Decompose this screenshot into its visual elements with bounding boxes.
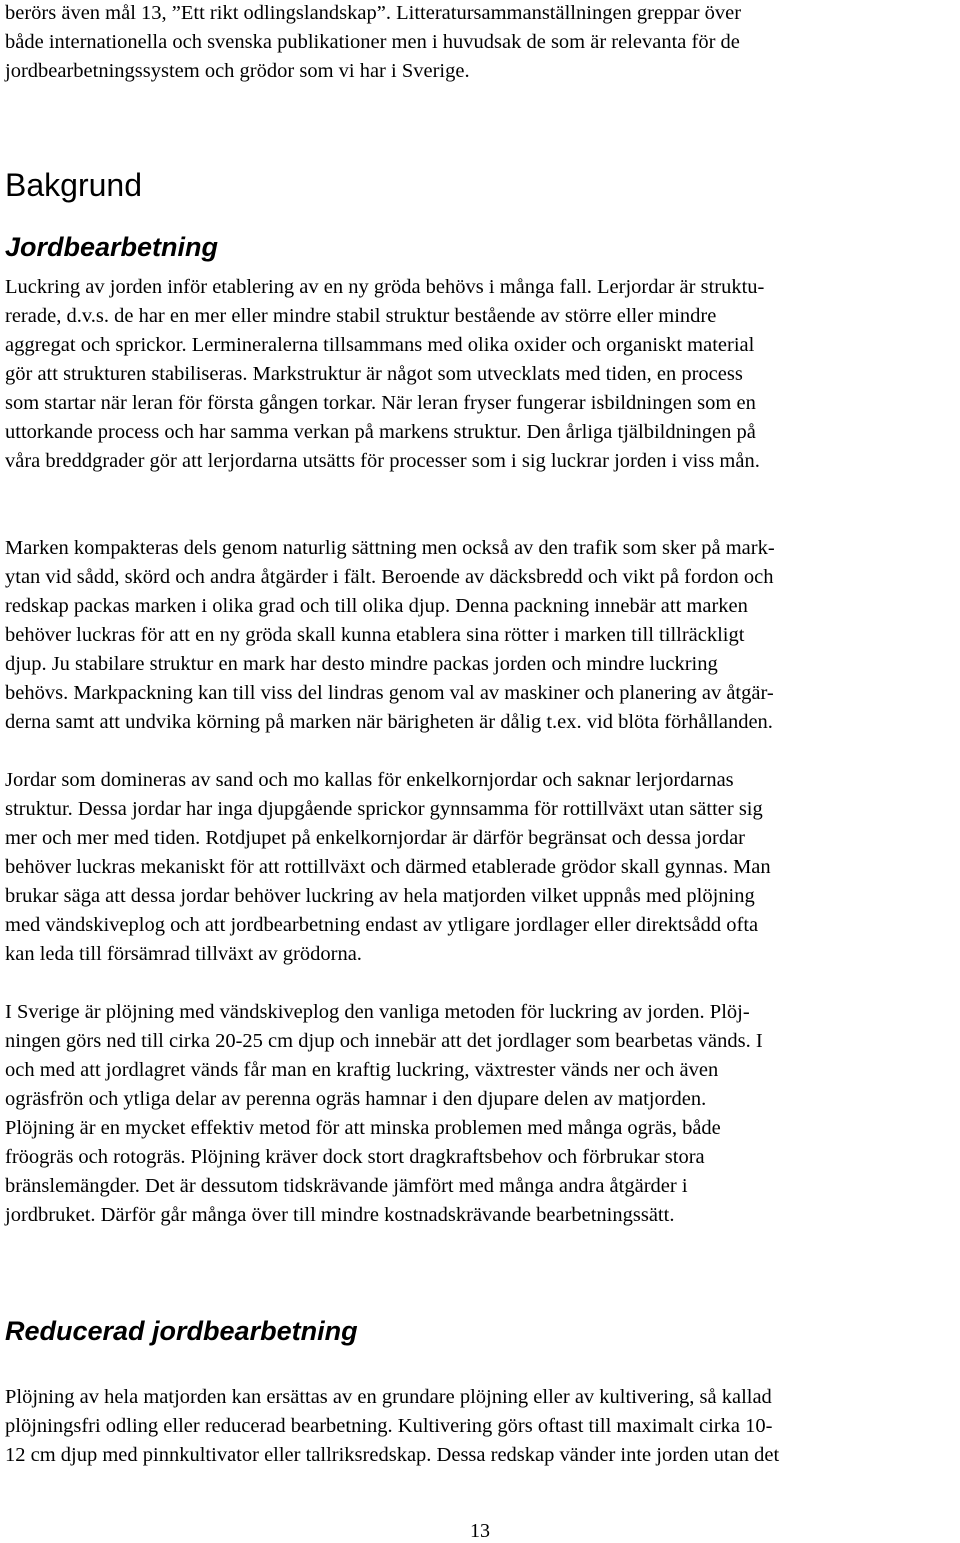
intro-line: berörs även mål 13, ”Ett rikt odlingslandskap”. Litteratursammanställningen greppar över: [5, 2, 742, 24]
paragraph-line: som startar när leran för första gången torkar. När leran fryser fungerar isbildningen som en: [5, 392, 756, 414]
paragraph-line: behövs. Markpackning kan till viss del lindras genom val av maskiner och planering av åtgär-: [5, 682, 774, 704]
paragraph-line: aggregat och sprickor. Lermineralerna tillsammans med olika oxider och organiskt material: [5, 334, 755, 356]
paragraph-line: Marken kompakteras dels genom naturlig sättning men också av den trafik som sker på mark-: [5, 537, 775, 559]
paragraph-line: struktur. Dessa jordar har inga djupgående sprickor gynnsamma för rottillväxt utan sätter sig: [5, 798, 763, 820]
intro-line: både internationella och svenska publikationer men i huvudsak de som är relevanta för de: [5, 31, 740, 53]
paragraph-line: gör att strukturen stabiliseras. Markstruktur är något som utvecklats med tiden, en process: [5, 363, 743, 385]
paragraph-line: jordbruket. Därför går många över till mindre kostnadskrävande bearbetningssätt.: [5, 1204, 675, 1226]
paragraph-line: ningen görs ned till cirka 20-25 cm djup och innebär att det jordlager som bearbetas vänds. I: [5, 1030, 763, 1052]
paragraph-line: Jordar som domineras av sand och mo kallas för enkelkornjordar och saknar lerjordarnas: [5, 769, 734, 791]
paragraph-line: Plöjning av hela matjorden kan ersättas av en grundare plöjning eller av kultivering, så kallad: [5, 1386, 772, 1408]
paragraph-line: kan leda till försämrad tillväxt av grödorna.: [5, 943, 362, 965]
paragraph-line: rerade, d.v.s. de har en mer eller mindre stabil struktur bestående av större eller mindre: [5, 305, 717, 327]
paragraph-line: 12 cm djup med pinnkultivator eller tallriksredskap. Dessa redskap vänder inte jorden utan det: [5, 1444, 780, 1466]
paragraph-line: plöjningsfri odling eller reducerad bearbetning. Kultivering görs oftast till maximalt cirka 10-: [5, 1415, 773, 1437]
heading-reducerad-jordbearbetning: Reducerad jordbearbetning: [5, 1316, 358, 1346]
paragraph-line: och med att jordlagret vänds får man en kraftig luckring, växtrester vänds ner och även: [5, 1059, 719, 1081]
paragraph-line: behöver luckras mekaniskt för att rottillväxt och därmed etablerade grödor skall gynnas. Man: [5, 856, 771, 878]
paragraph-line: djup. Ju stabilare struktur en mark har desto mindre packas jorden och mindre luckring: [5, 653, 718, 675]
paragraph-line: ogräsfrön och ytliga delar av perenna ogräs hamnar i den djupare delen av matjorden.: [5, 1088, 707, 1110]
paragraph-line: derna samt att undvika körning på marken när bärigheten är dålig t.ex. vid blöta förhållanden.: [5, 711, 773, 733]
paragraph-line: mer och mer med tiden. Rotdjupet på enkelkornjordar är därför begränsat och dessa jordar: [5, 827, 746, 849]
paragraph-line: behöver luckras för att en ny gröda skall kunna etablera sina rötter i marken till tillräckligt: [5, 624, 745, 646]
paragraph-line: brukar säga att dessa jordar behöver luckring av hela matjorden vilket uppnås med plöjning: [5, 885, 755, 907]
paragraph-line: ytan vid sådd, skörd och andra åtgärder i fält. Beroende av däcksbredd och vikt på fordon och: [5, 566, 774, 588]
paragraph-line: I Sverige är plöjning med vändskiveplog den vanliga metoden för luckring av jorden. Plöj-: [5, 1001, 750, 1023]
paragraph-line: fröogräs och rotogräs. Plöjning kräver dock stort dragkraftsbehov och förbrukar stora: [5, 1146, 705, 1168]
intro-line: jordbearbetningssystem och grödor som vi har i Sverige.: [5, 60, 470, 82]
paragraph-line: redskap packas marken i olika grad och till olika djup. Denna packning innebär att marken: [5, 595, 748, 617]
paragraph-line: bränslemängder. Det är dessutom tidskrävande jämfört med många andra åtgärder i: [5, 1175, 688, 1197]
heading-bakgrund: Bakgrund: [5, 167, 142, 203]
paragraph-line: Plöjning är en mycket effektiv metod för att minska problemen med många ogräs, både: [5, 1117, 721, 1139]
heading-jordbearbetning: Jordbearbetning: [5, 232, 219, 262]
paragraph-line: våra breddgrader gör att lerjordarna utsätts för processer som i sig luckrar jorden i viss mån.: [5, 450, 760, 472]
paragraph-line: Luckring av jorden inför etablering av en ny gröda behövs i många fall. Lerjordar är struktu-: [5, 276, 765, 298]
paragraph-line: med vändskiveplog och att jordbearbetning endast av ytligare jordlager eller direktsådd ofta: [5, 914, 759, 936]
paragraph-line: uttorkande process och har samma verkan på markens struktur. Den årliga tjälbildningen på: [5, 421, 756, 443]
page-number: 13: [470, 1520, 490, 1542]
